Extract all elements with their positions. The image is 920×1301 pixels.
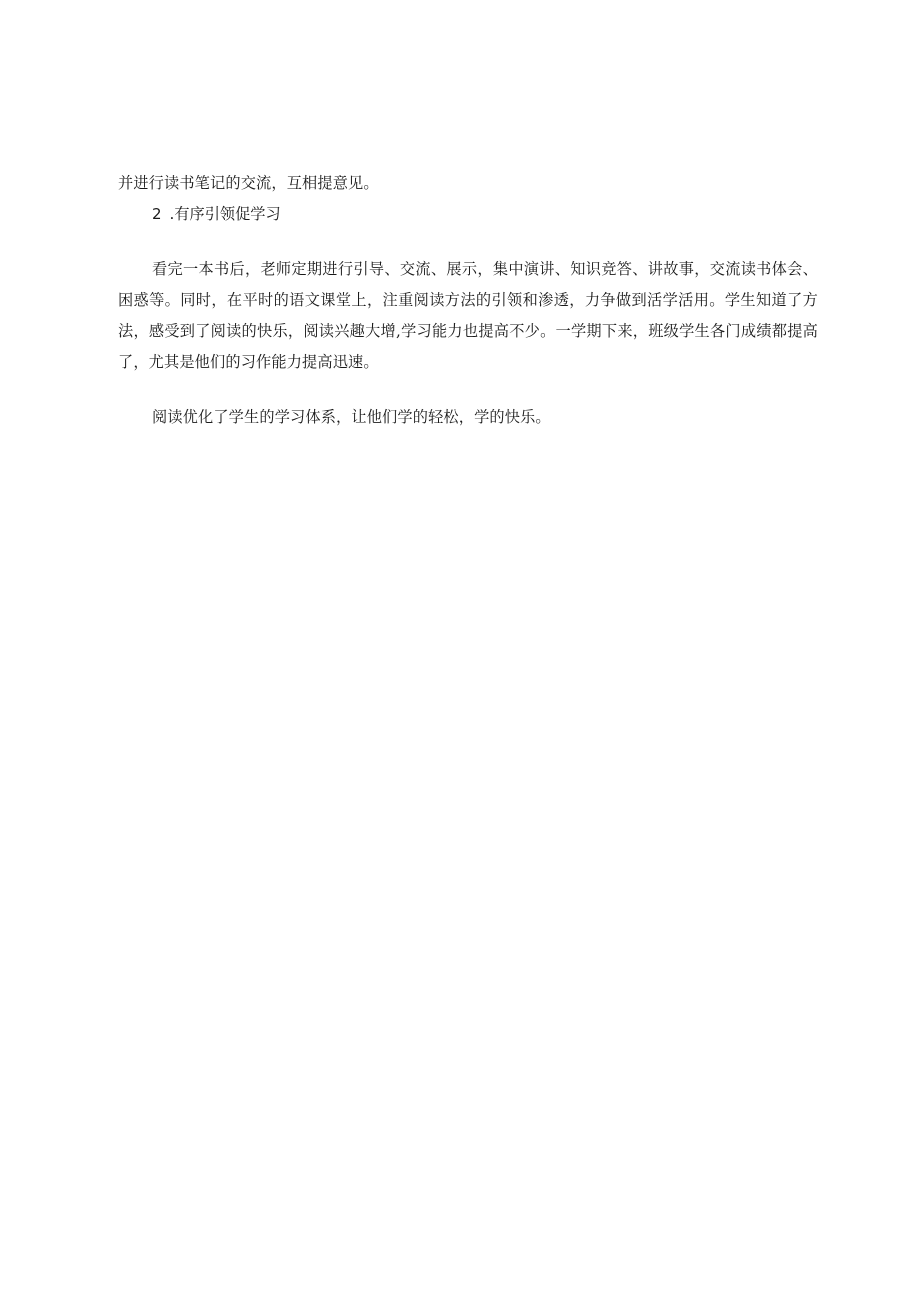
section-heading-title: .有序引领促学习 bbox=[169, 205, 281, 223]
section-heading bbox=[118, 199, 818, 230]
document-body bbox=[118, 168, 818, 433]
paragraph-conclusion: 阅读优化了学生的学习体系，让他们学的轻松，学的快乐。 bbox=[152, 408, 551, 426]
paragraph-continuation: 并进行读书笔记的交流，互相提意见。 bbox=[118, 174, 379, 192]
paragraph-main: 看完一本书后，老师定期进行引导、交流、展示，集中演讲、知识竞答、讲故事，交流读书体会、困惑等。同时，在平时的语文课堂上，注重阅读方法的引领和渗透，力争做到活学活用。学生知道了方法，感受到了阅读的快乐，阅读兴趣大增,学习能力也提高不少。一学期下来，班级学生各门成绩都提高了，尤其是他们的习作能力提高迅速。 bbox=[118, 260, 818, 371]
section-heading-number: 2 bbox=[152, 205, 162, 223]
